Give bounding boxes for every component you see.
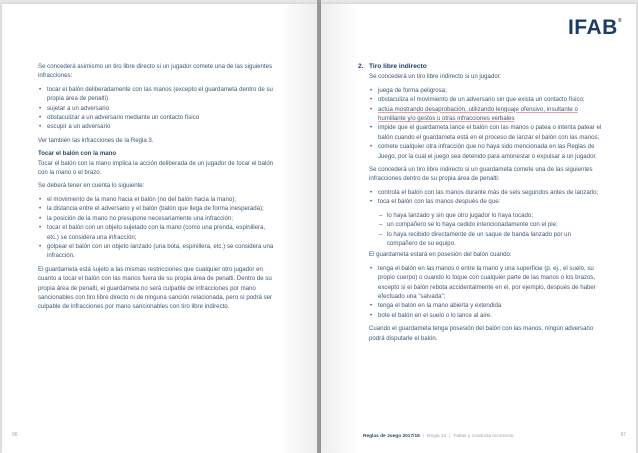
left-column xyxy=(38,62,278,316)
footer-topic: Faltas y conducta incorrecta xyxy=(453,434,514,439)
list-item: • obstaculiza el movimiento de un adversario sin que exista un contacto físico; xyxy=(369,95,602,104)
paragraph: Tocar el balón con la mano implica la acción deliberada de un jugador de tocar el balón con la mano o el brazo. xyxy=(38,159,274,177)
page-number: 96 xyxy=(12,432,18,438)
list-item: – un compañero se lo haya cedido intencionadamente con el pie; xyxy=(378,220,602,229)
list-item: • actúa mostrando desaprobación, utilizando lenguaje ofensivo, insultante o humillante y/o gestos u otras infracciones verbales xyxy=(369,105,602,124)
paragraph: Cuando el guardameta tenga posesión del balón con las manos, ningún adversario podrá disputarle el balón. xyxy=(369,325,594,342)
section-title xyxy=(358,62,602,71)
list-item: • la distancia entre el adversario y el balón (balón que llega de forma inesperada); xyxy=(38,204,278,213)
page-number: 97 xyxy=(620,432,626,438)
list-item: • la posición de la mano no presupone necesariamente una infracción; xyxy=(38,214,278,223)
bullet-list xyxy=(369,86,602,161)
list-item: • controla el balón con las manos durante más de seis segundos antes de lanzarlo; xyxy=(369,188,602,197)
list-item: • escupir a un adversario xyxy=(38,122,278,131)
list-item: • impide que el guardameta lance el balón con las manos o patea o intenta patear el balón cuando el guardameta está en el proceso de lanzar el balón con las manos; xyxy=(369,123,602,142)
paragraph: El guardameta está sujeto a las mismas restricciones que cualquier otro jugador en cuanto a tocar el balón con las manos fuera de su propia área de penalti. Dentro de su propia área de penalti, el guardameta no será culpable de infracciones por mano sancionables con tiro libre directo ni de ninguna sanción relacionada, pero sí podrá ser culpable de infracciones por mano sancionables con tiro libre indirecto. xyxy=(38,265,273,311)
section-title-text: Tiro libre indirecto xyxy=(369,63,427,70)
section-number: 2. xyxy=(358,63,364,70)
paragraph: Se concederá un tiro libre indirecto si un guardameta comete una de las siguientes infracciones dentro de su propia área de penalti: xyxy=(369,166,593,183)
footer-regla: Regla 12 xyxy=(427,434,447,439)
bullet-list xyxy=(369,188,602,207)
dash-list xyxy=(378,211,602,249)
left-page xyxy=(2,4,317,453)
subheading: Tocar el balón con la mano xyxy=(38,150,117,158)
list-item: – lo haya lanzado y sin que otro jugador lo haya tocado; xyxy=(378,211,602,220)
paragraph: Ver también las infracciones de la Regla 3. xyxy=(38,136,154,144)
list-item: • comete cualquier otra infracción que no haya sido mencionada en las Reglas de Juego, por la cual el juego sea detenido para amonestar o expulsar a un jugador. xyxy=(369,142,602,161)
paragraph: Se deberá tener en cuenta lo siguiente: xyxy=(38,182,145,190)
page-footer: Reglas de Juego 2017/18 | Regla 12 | Faltas y conducta incorrecta xyxy=(363,434,514,439)
list-item: • tenga el balón en las manos o entre la mano y una superficie (p. ej., el suelo, su propio cuerpo) o cuando lo toque con cualquier parte de las manos o los brazos, excepto si el balón rebota accidentalmente en él, por ejemplo, después de haber efectuado una "salvada"; xyxy=(369,264,602,302)
list-item: • el movimiento de la mano hacia el balón (no del balón hacia la mano); xyxy=(38,195,278,204)
ifab-logo xyxy=(568,16,622,40)
footer-title: Reglas de Juego 2017/18 xyxy=(363,434,420,439)
right-column xyxy=(358,62,602,347)
list-item: • tocar el balón deliberadamente con las manos (excepto el guardameta dentro de su propia área de penalti) xyxy=(38,85,278,104)
list-item: – lo haya recibido directamente de un saque de banda lanzado por un compañero de su equipo. xyxy=(378,230,602,249)
list-item: • toca el balón con las manos después de que: xyxy=(369,197,602,206)
list-item: • tenga el balón en la mano abierta y extendida xyxy=(369,301,602,310)
registered-mark: ® xyxy=(617,18,622,24)
paragraph: Se concederá un tiro libre indirecto si un jugador: xyxy=(369,73,502,81)
bullet-list xyxy=(38,85,278,132)
section-body xyxy=(358,72,602,343)
paragraph: El guardameta estará en posesión del balón cuando: xyxy=(369,251,512,259)
logo-text: IFAB xyxy=(567,16,618,39)
bullet-list xyxy=(38,195,278,261)
list-item: • bote el balón en el suelo o lo lance al aire. xyxy=(369,311,602,320)
right-page xyxy=(321,4,636,453)
list-item: • golpear el balón con un objeto lanzado (una bota, espinillera, etc.) se considera una infracción. xyxy=(38,242,278,261)
list-item: • sujetar a un adversario xyxy=(38,104,278,113)
list-item: • tocar el balón con un objeto sujetado con la mano (como una prenda, espinillera, etc.) se considera una infracción; xyxy=(38,223,278,242)
paragraph: Se concederá asimismo un tiro libre directo si un jugador comete una de las siguientes infracciones: xyxy=(38,63,273,80)
list-item: • juega de forma peligrosa; xyxy=(369,86,602,95)
list-item: • obstaculizar a un adversario mediante un contacto físico xyxy=(38,113,278,122)
bullet-list xyxy=(369,264,602,320)
